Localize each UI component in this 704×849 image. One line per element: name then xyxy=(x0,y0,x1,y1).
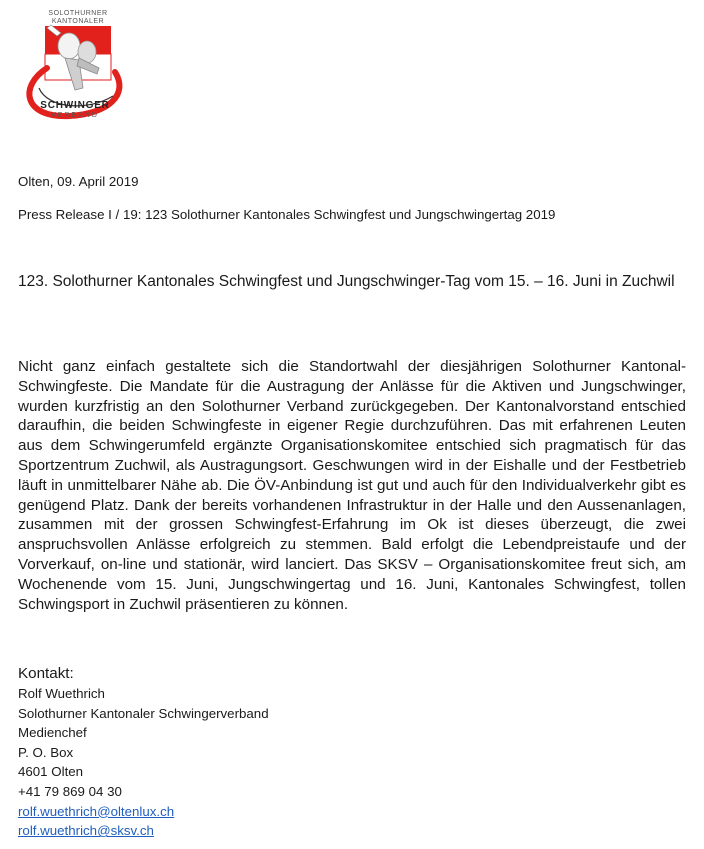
contact-email-link-2[interactable]: rolf.wuethrich@sksv.ch xyxy=(18,823,154,839)
logo-top-text: SOLOTHURNER KANTONALER xyxy=(48,10,108,25)
association-logo xyxy=(17,8,132,128)
headline: 123. Solothurner Kantonales Schwingfest und Jungschwinger-Tag vom 15. – 16. Juni in Zuchwil xyxy=(18,273,675,290)
contact-city: 4601 Olten xyxy=(18,764,84,780)
contact-role: Medienchef xyxy=(18,725,87,741)
contact-organization: Solothurner Kantonaler Schwingerverband xyxy=(18,705,269,721)
press-release-line: Press Release I / 19: 123 Solothurner Kantonales Schwingfest und Jungschwingertag 2019 xyxy=(18,207,556,222)
contact-phone: +41 79 869 04 30 xyxy=(18,783,122,799)
contact-block xyxy=(18,684,269,841)
date-line: Olten, 09. April 2019 xyxy=(18,174,139,189)
contact-email-link-1[interactable]: rolf.wuethrich@oltenlux.ch xyxy=(18,803,175,819)
logo-sub-text: VERBAND xyxy=(51,112,99,119)
body-paragraph: Nicht ganz einfach gestaltete sich die Standortwahl der diesjährigen Solothurner Kantonal-Schwingfeste. Die Mandate für die Austragung der Anlässe für die Aktiven und Jungschwinger, wurden kurzfristig an den Solothurner Verband zurückgegeben. Der Kantonalvorstand entschied daraufhin, die beiden Schwingfeste in eigener Regie durchzuführen. Das mit erfahrenen Leuten aus dem Schwingerumfeld ergänzte Organisationskomitee entschied sich pragmatisch für das Sportzentrum Zuchwil, als Austragungsort. Geschwungen wird in der Eishalle und der Festbetrieb läuft in unmittelbarer Nähe ab. Die ÖV-Anbindung ist gut und auch für den Individualverkehr gibt es genügend Platz. Dank der bereits vorhandenen Infrastruktur in der Halle und den Aussenanlagen, zusammen mit der grossen Schwingfest-Erfahrung im Ok ist dieses überzeugt, die zwei anspruchsvollen Anlässe erfolgreich zu stemmen. Bald erfolgt die Lebendpreistaufe und der Vorverkauf, on-line und stationär, wird lanciert. Das SKSV – Organisationskomitee freut sich, am Wochenende vom 15. Juni, Jungschwingertag und 16. Juni, Kantonales Schwingfest, tollen Schwingsport in Zuchwil präsentieren zu können. xyxy=(18,358,686,613)
logo-main-text: SCHWINGER xyxy=(40,100,110,111)
contact-po-box: P. O. Box xyxy=(18,744,74,760)
contact-label: Kontakt: xyxy=(18,665,74,682)
contact-name: Rolf Wuethrich xyxy=(18,686,105,701)
